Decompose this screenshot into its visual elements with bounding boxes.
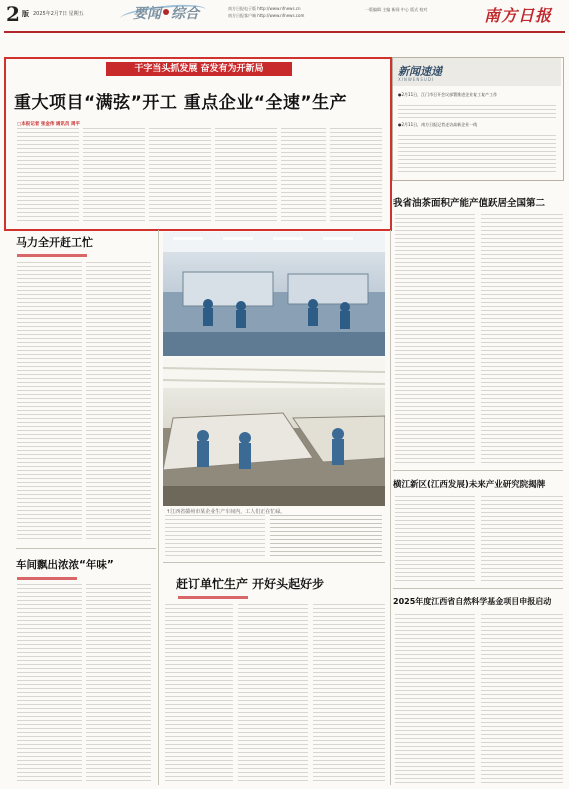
article-2-col-1 [17, 262, 82, 540]
top-story-col-2 [83, 128, 145, 222]
top-story-col-3 [149, 128, 211, 222]
article-1-title: 我省油茶面积产能产值跃居全国第二 [393, 198, 546, 209]
factory-photo-top [163, 232, 385, 356]
brief-item-1: ●2月11日，江门市召开会议部署推进企业复工复产工作 [398, 92, 498, 97]
page-unit: 版 [22, 10, 29, 18]
top-story-kicker: 干字当头抓发展 奋发有为开新局 [106, 62, 292, 76]
section-prefix: 要闻 [133, 6, 161, 22]
top-story-headline: 重大项目“满弦”开工 重点企业“全速”生产 [14, 93, 348, 113]
brief-item-2-body [398, 135, 556, 175]
article-1-col-2 [481, 214, 563, 466]
header-info-mid: 南方日报客户端 http://www.nfnews.com [228, 13, 305, 18]
section-suffix: 综合 [171, 6, 199, 22]
article-5-byline [178, 596, 248, 599]
top-story-col-1 [17, 128, 79, 222]
brief-box-title: 新闻速递 [398, 65, 442, 78]
right-divider-2 [393, 588, 563, 589]
left-divider [16, 548, 156, 549]
photo-caption: ↑江西省赣州市某企业生产车间内，工人们正在忙碌。 [166, 509, 286, 515]
right-divider-1 [393, 470, 563, 471]
masthead-logo: 南方日报 [484, 6, 553, 25]
article-4-col-2 [86, 584, 151, 782]
right-column-rule [390, 230, 391, 785]
center-story-col-1 [165, 515, 265, 559]
brief-item-2: ●2月11日，南方日报记者走访高新企业一线 [398, 122, 478, 127]
top-story-col-4 [215, 128, 277, 222]
left-column-rule [158, 230, 159, 785]
article-3-col-1 [395, 496, 475, 584]
section-banner [118, 0, 208, 28]
brief-box-subtitle: XINWENSUDI [398, 77, 435, 82]
top-story-byline: □本报记者 张金伟 通讯员 周平 [17, 122, 80, 127]
article-5-col-1 [165, 604, 233, 782]
section-dot [163, 9, 169, 15]
article-5-col-2 [238, 604, 308, 782]
article-1-col-1 [395, 214, 475, 466]
top-story-col-6 [330, 128, 382, 222]
header-info-right: 一版编辑 主编 新闻 中心 版式 校对 [365, 7, 428, 12]
header-info-left: 南方日报电子版 http://www.nfnews.cn [228, 6, 301, 11]
article-4-title: 车间飘出浓浓“年味” [16, 559, 114, 571]
article-4-byline [17, 577, 77, 580]
article-5-col-3 [313, 604, 385, 782]
article-4-col-1 [17, 584, 82, 782]
factory-photo-main [163, 358, 385, 506]
article-3-col-2 [481, 496, 563, 584]
brief-item-1-body [398, 105, 556, 119]
article-6-col-2 [481, 614, 563, 784]
article-2-col-2 [86, 262, 151, 540]
header-rule [4, 31, 565, 33]
factory-photo-top-art [163, 232, 385, 356]
article-2-byline [17, 254, 87, 257]
photo-overlay-text [270, 515, 382, 557]
top-story-col-5 [281, 128, 326, 222]
factory-photo-main-art [163, 358, 385, 506]
center-divider [163, 562, 385, 563]
article-6-title: 2025年度江西省自然科学基金项目申报启动 [393, 597, 552, 606]
page-header [0, 0, 569, 40]
article-5-title: 赶订单忙生产 开好头起好步 [176, 577, 325, 591]
page-number: 2 [6, 2, 20, 26]
photo-text-overlay [270, 515, 382, 557]
article-6-col-1 [395, 614, 475, 784]
date-line: 2025年2月7日 星期五 [33, 11, 84, 17]
article-3-title: 横江新区(江西发展)未来产业研究院揭牌 [393, 480, 546, 490]
article-2-title: 马力全开赶工忙 [16, 236, 93, 249]
